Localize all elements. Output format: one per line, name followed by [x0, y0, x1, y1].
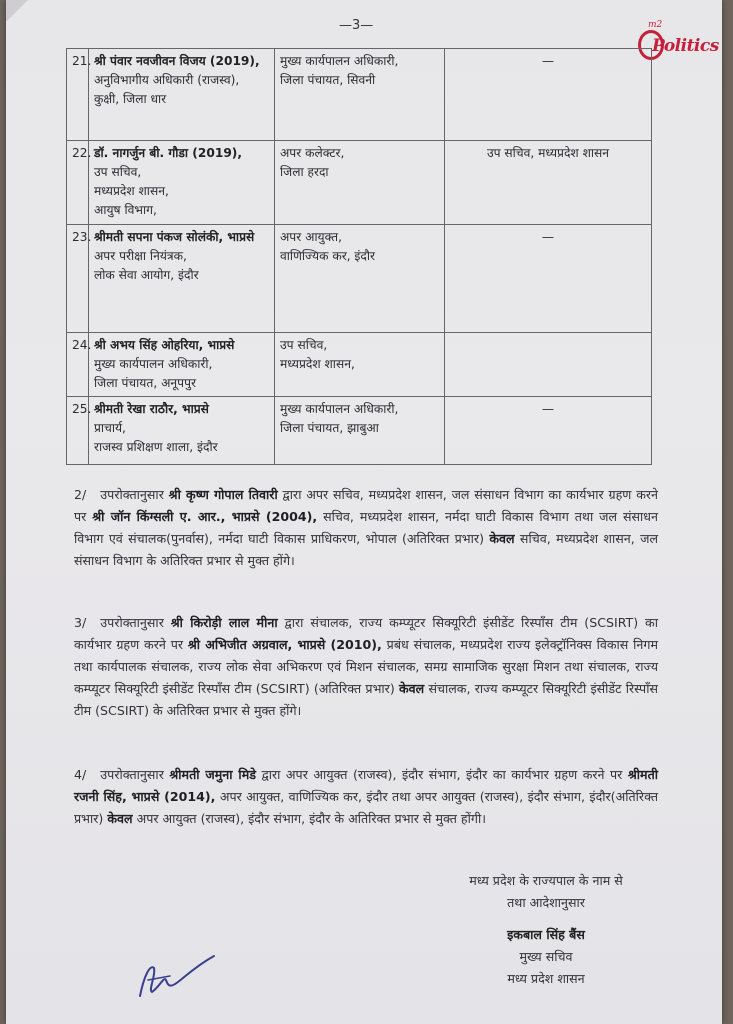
- new-post-cell: [275, 141, 445, 225]
- officer-current-post: लोक सेवा आयोग, इंदौर: [94, 268, 199, 282]
- new-post-line: उप सचिव,: [280, 338, 328, 352]
- additional-charge-cell: [445, 333, 652, 397]
- officer-current-post: मुख्य कार्यपालन अधिकारी,: [94, 357, 213, 371]
- paragraph-text: द्वारा अपर सचिव, मध्यप्रदेश शासन, जल संसाधन विभाग का कार्यभार ग्रहण करने पर: [74, 487, 659, 524]
- sign-line-2: तथा आदेशानुसार: [507, 895, 585, 910]
- new-post-line: वाणिज्यिक कर, इंदौर: [280, 249, 376, 263]
- new-post-cell: [275, 397, 445, 465]
- officer-name: श्रीमती सपना पंकज सोलंकी, भाप्रसे: [94, 230, 255, 244]
- new-post-line: अपर आयुक्त,: [280, 230, 342, 244]
- officer-cell: [89, 49, 275, 141]
- officer-name: श्रीमती रेखा राठौर, भाप्रसे: [94, 402, 209, 416]
- officer-current-post: अनुविभागीय अधिकारी (राजस्व),: [94, 73, 240, 87]
- table-row: [67, 49, 652, 141]
- officer-current-post: प्राचार्य,: [94, 421, 126, 435]
- new-post-line: जिला हरदा: [280, 165, 329, 179]
- paragraph-number: 2/: [74, 487, 87, 502]
- officer-current-post: जिला पंचायत, अनूपपुर: [94, 376, 196, 390]
- officer-cell: [89, 225, 275, 333]
- logo-sup: m2: [648, 20, 663, 30]
- serial-number: 24.: [67, 333, 89, 397]
- serial-number: 22.: [67, 141, 89, 225]
- paragraph-text: संचालक, राज्य कम्प्यूटर सिक्यूरिटी इंसीडेंट रिस्पॉंस टीम (SCSIRT) के अतिरिक्त प्रभार से मुक्त होंगे।: [74, 681, 658, 718]
- page-fold: [6, 0, 28, 22]
- paragraph-text: द्वारा संचालक, राज्य कम्प्यूटर सिक्यूरिटी इंसीडेंट रिस्पॉंस टीम (SCSIRT) का कार्यभार ग्रहण करने पर: [74, 615, 658, 652]
- new-post-cell: [275, 49, 445, 141]
- bold-text: केवल: [399, 681, 425, 696]
- sign-line-1: मध्य प्रदेश के राज्यपाल के नाम से: [469, 873, 623, 888]
- bold-text: श्री किरोड़ी लाल मीना: [170, 615, 278, 630]
- paragraph-4: [74, 764, 658, 830]
- paragraph-text: प्रबंध संचालक, मध्यप्रदेश राज्य इलेक्ट्रॉनिक्स विकास निगम तथा कार्यपालक संचालक, राज्य लोक सेवा अभिकरण एवं मिशन संचालक, समग्र सामाजिक सुरक्षा मिशन तथा संचालक, राज्य कम्प्यूटर सिक्यूरिटी इंसीडेंट रिस्पॉंस टीम (SCSIRT) (अतिरिक्त प्रभार): [74, 637, 658, 696]
- officer-current-post: उप सचिव,: [94, 165, 142, 179]
- additional-charge-cell: —: [445, 397, 652, 465]
- bold-text: श्रीमती जमुना मिडे: [169, 767, 256, 782]
- bold-text: केवल: [107, 811, 133, 826]
- signatory-designation: मुख्य सचिव: [519, 949, 573, 964]
- bold-text: श्रीमती रजनी सिंह, भाप्रसे (2014),: [74, 767, 659, 804]
- officer-current-post: राजस्व प्रशिक्षण शाला, इंदौर: [94, 440, 218, 454]
- paragraph-text: अपर आयुक्त, वाणिज्यिक कर, इंदौर तथा अपर आयुक्त (राजस्व), इंदौर संभाग, इंदौर(अतिरिक्त प्रभार): [74, 789, 658, 826]
- officer-transfer-table: [66, 48, 652, 465]
- paragraph-text: उपरोक्तानुसार: [100, 615, 171, 630]
- logo-text: Politics: [652, 36, 719, 56]
- signature-block: [426, 870, 666, 990]
- officer-cell: [89, 141, 275, 225]
- paragraph-number: 4/: [74, 767, 87, 782]
- signatory-name: इकबाल सिंह बैंस: [507, 927, 585, 942]
- officer-current-post: आयुष विभाग,: [94, 203, 157, 217]
- bold-text: श्री जॉन किंग्सली ए. आर., भाप्रसे (2004),: [92, 509, 318, 524]
- serial-number: 23.: [67, 225, 89, 333]
- officer-name: श्री अभय सिंह ओहरिया, भाप्रसे: [94, 338, 235, 352]
- bold-text: श्री कृष्ण गोपाल तिवारी: [168, 487, 278, 502]
- new-post-line: अपर कलेक्टर,: [280, 146, 345, 160]
- paragraph-text: सचिव, मध्यप्रदेश शासन, जल संसाधन विभाग के अतिरिक्त प्रभार से मुक्त होंगे।: [74, 531, 658, 568]
- new-post-cell: [275, 333, 445, 397]
- new-post-line: जिला पंचायत, सिवनी: [280, 73, 376, 87]
- new-post-cell: [275, 225, 445, 333]
- new-post-line: मध्यप्रदेश शासन,: [280, 357, 355, 371]
- officer-name: डॉ. नागर्जुन बी. गौडा (2019),: [94, 146, 242, 160]
- officer-current-post: अपर परीक्षा नियंत्रक,: [94, 249, 187, 263]
- table-row: [67, 397, 652, 465]
- new-post-line: जिला पंचायत, झाबुआ: [280, 421, 379, 435]
- bold-text: श्री अभिजीत अग्रवाल, भाप्रसे (2010),: [187, 637, 382, 652]
- handwritten-signature: [130, 946, 220, 1006]
- officer-current-post: कुक्षी, जिला धार: [94, 92, 167, 106]
- signatory-office: मध्य प्रदेश शासन: [507, 971, 585, 986]
- serial-number: 21.: [67, 49, 89, 141]
- document-page: [6, 0, 722, 1024]
- table-row: [67, 141, 652, 225]
- paragraph-text: अपर आयुक्त (राजस्व), इंदौर संभाग, इंदौर के अतिरिक्त प्रभार से मुक्त होंगी।: [132, 811, 486, 826]
- bold-text: केवल: [489, 531, 515, 546]
- new-post-line: मुख्य कार्यपालन अधिकारी,: [280, 54, 399, 68]
- paragraph-text: सचिव, मध्यप्रदेश शासन, नर्मदा घाटी विकास विभाग तथा जल संसाधन विभाग एवं संचालक(पुनर्वास), नर्मदा घाटी विकास प्राधिकरण, भोपाल (अतिरिक्त प्रभार): [74, 509, 658, 546]
- paragraph-3: [74, 612, 658, 722]
- paragraph-2: [74, 484, 658, 572]
- page-number: —3—: [339, 18, 374, 33]
- officer-cell: [89, 333, 275, 397]
- paragraph-text: उपरोक्तानुसार: [100, 767, 170, 782]
- paragraph-text: उपरोक्तानुसार: [100, 487, 169, 502]
- paragraph-number: 3/: [74, 615, 87, 630]
- officer-name: श्री पंवार नवजीवन विजय (2019),: [94, 54, 260, 68]
- officer-cell: [89, 397, 275, 465]
- table-row: [67, 333, 652, 397]
- paragraph-text: द्वारा अपर आयुक्त (राजस्व), इंदौर संभाग, इंदौर का कार्यभार ग्रहण करने पर: [255, 767, 628, 782]
- additional-charge-cell: —: [445, 49, 652, 141]
- new-post-line: मुख्य कार्यपालन अधिकारी,: [280, 402, 399, 416]
- additional-charge-cell: —: [445, 225, 652, 333]
- officer-current-post: मध्यप्रदेश शासन,: [94, 184, 169, 198]
- serial-number: 25.: [67, 397, 89, 465]
- additional-charge-cell: उप सचिव, मध्यप्रदेश शासन: [445, 141, 652, 225]
- table-row: [67, 225, 652, 333]
